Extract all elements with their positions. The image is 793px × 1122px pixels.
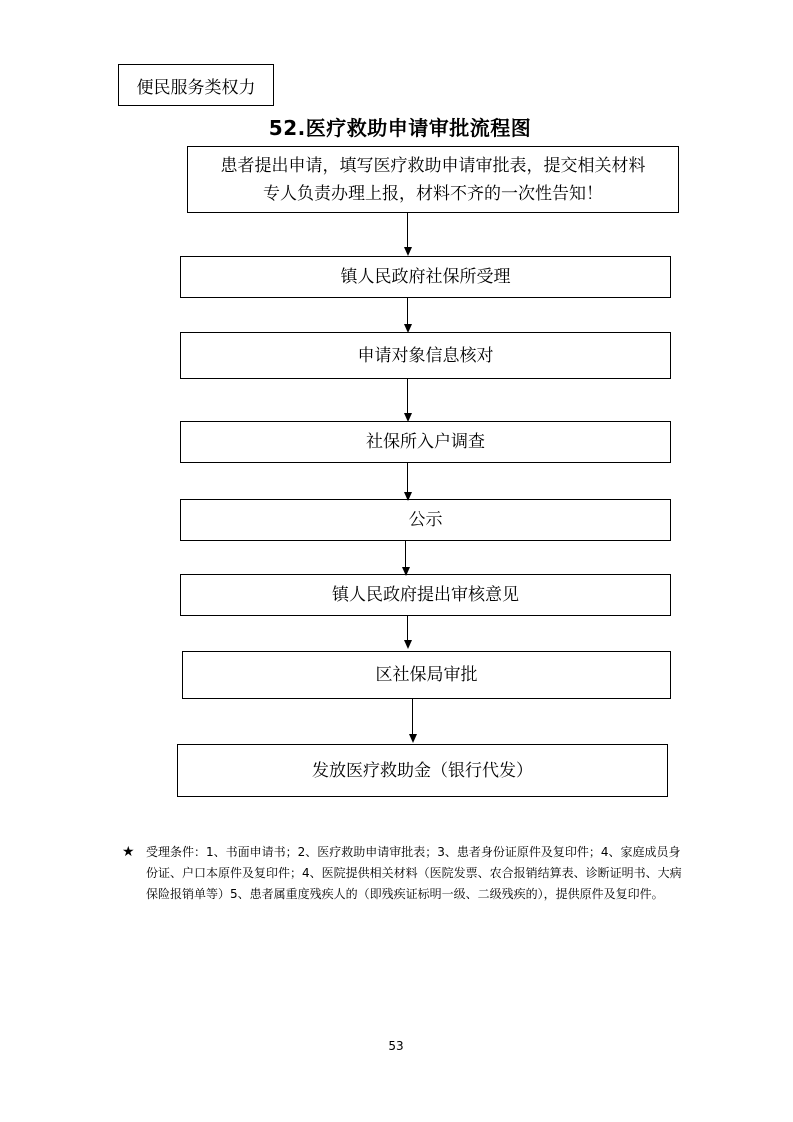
flow-step-text: 发放医疗救助金（银行代发）	[312, 760, 533, 781]
flow-arrow-head	[409, 734, 417, 743]
flow-arrow-line	[407, 213, 408, 248]
flow-arrow-line	[412, 699, 413, 735]
category-label-box	[118, 64, 274, 106]
flow-step-text: 社保所入户调查	[366, 432, 485, 452]
page-title: 52.医疗救助申请审批流程图	[268, 116, 532, 140]
flow-step-text: 镇人民政府社保所受理	[340, 267, 511, 287]
flow-step-publicity	[180, 499, 671, 541]
flow-step-disburse-funds	[177, 744, 668, 797]
flow-step-home-survey	[180, 421, 671, 463]
star-icon: ★	[122, 844, 135, 860]
flow-step-text: 公示	[408, 510, 443, 530]
flow-step-text: 患者提出申请，填写医疗救助申请审批表，提交相关材料	[220, 155, 646, 176]
flow-step-town-accept	[180, 256, 671, 298]
flow-step-town-review	[180, 574, 671, 616]
flow-step-text: 专人负责办理上报，材料不齐的一次性告知！	[263, 183, 603, 204]
acceptance-conditions-note	[122, 842, 682, 905]
page-number: 53	[388, 1039, 404, 1053]
flow-arrow-line	[407, 463, 408, 493]
flow-arrow-line	[407, 298, 408, 325]
flow-step-text: 申请对象信息核对	[357, 345, 494, 366]
flow-arrow-head	[404, 247, 412, 256]
flow-arrow-line	[407, 616, 408, 641]
flow-step-info-verify	[180, 332, 671, 379]
flow-arrow-head	[404, 640, 412, 649]
flow-step-district-approval	[182, 651, 671, 699]
flow-step-text: 镇人民政府提出审核意见	[332, 585, 519, 605]
category-label: 便民服务类权力	[136, 77, 256, 98]
flow-step-text: 区社保局审批	[375, 665, 478, 685]
flow-arrow-line	[407, 379, 408, 414]
flow-step-submit-application	[187, 146, 679, 213]
flow-arrow-line	[405, 541, 406, 568]
acceptance-conditions-text: 受理条件：1、书面申请书；2、医疗救助申请审批表；3、患者身份证原件及复印件；4、家庭成员身份证、户口本原件及复印件；4、医院提供相关材料（医院发票、农合报销结算表、诊断证明书、大病保险报销单等）5、患者属重度残疾人的（即残疾证标明一级、二级残疾的），提供原件及复印件。	[146, 845, 682, 901]
